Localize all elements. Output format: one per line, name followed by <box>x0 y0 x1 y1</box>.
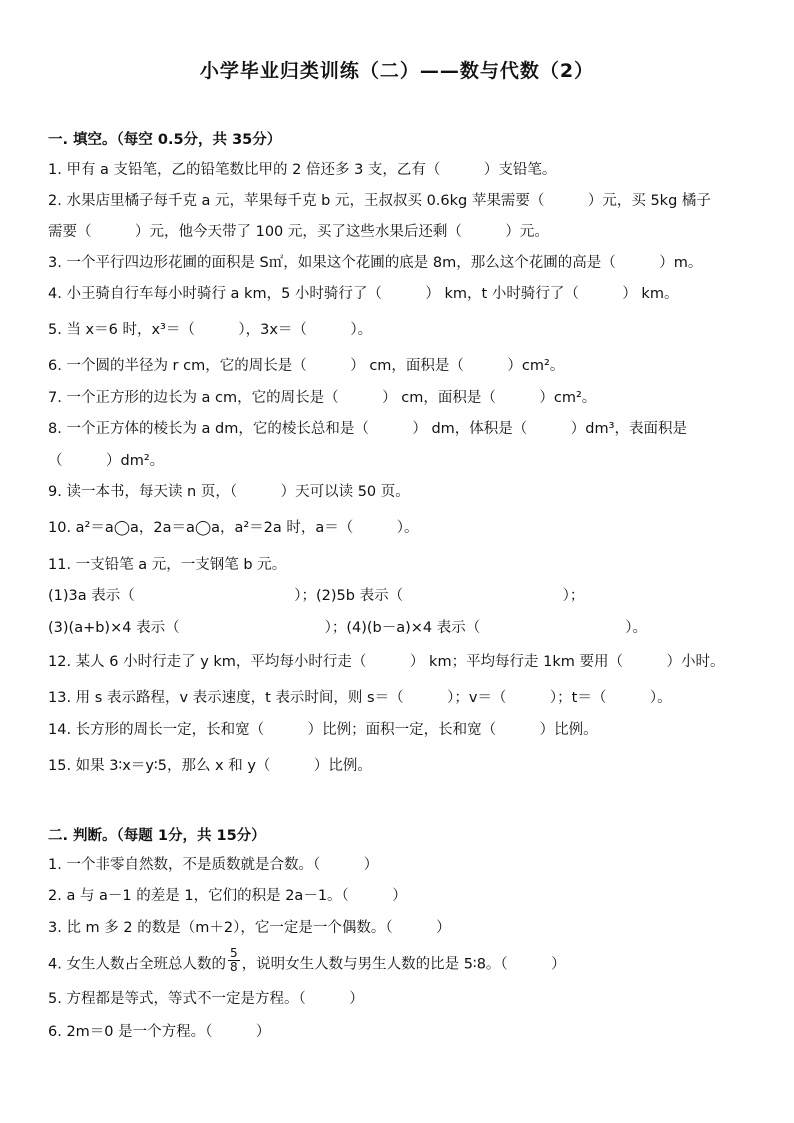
fill-question-2-line-1: 2. 水果店里橘子每千克 a 元，苹果每千克 b 元，王叔叔买 0.6kg 苹果需要（ ）元，买 5kg 橘子 <box>48 193 711 209</box>
fill-question-11-part-1-2: (1)3a 表示（ ）；(2)5b 表示（ ）； <box>48 588 585 604</box>
fraction-five-eighths <box>228 947 240 974</box>
judge-question-6: 6. 2m＝0 是一个方程。（ ） <box>48 1024 271 1040</box>
fill-question-8-line-2: （ ）dm²。 <box>48 453 165 469</box>
page-title: 小学毕业归类训练（二）——数与代数（2） <box>199 60 595 82</box>
judge-question-3: 3. 比 m 多 2 的数是（m＋2），它一定是一个偶数。（ ） <box>48 920 451 936</box>
fill-question-4: 4. 小王骑自行车每小时骑行 a km，5 小时骑行了（ ） km，t 小时骑行了（ ） km。 <box>48 286 679 302</box>
fill-question-2-line-2: 需要（ ）元，他今天带了 100 元，买了这些水果后还剩（ ）元。 <box>48 224 549 240</box>
fill-question-10: 10. a²＝a◯a，2a＝a◯a，a²＝2a 时，a＝（ ）。 <box>48 520 419 536</box>
judge-question-1: 1. 一个非零自然数，不是质数就是合数。（ ） <box>48 857 379 873</box>
fraction-numerator: 5 <box>229 946 238 960</box>
fill-question-8-line-1: 8. 一个正方体的棱长为 a dm，它的棱长总和是（ ） dm，体积是（ ）dm³，表面积是 <box>48 421 687 437</box>
judge-question-4-text-before: 4. 女生人数占全班总人数的 <box>48 956 226 973</box>
fill-question-7: 7. 一个正方形的边长为 a cm，它的周长是（ ） cm，面积是（ ）cm²。 <box>48 390 597 406</box>
section-1-heading: 一. 填空。（每空 0.5分，共 35分） <box>48 132 282 148</box>
fill-question-14: 14. 长方形的周长一定，长和宽（ ）比例；面积一定，长和宽（ ）比例。 <box>48 722 598 738</box>
fill-question-6: 6. 一个圆的半径为 r cm，它的周长是（ ） cm，面积是（ ）cm²。 <box>48 358 565 374</box>
fill-question-13: 13. 用 s 表示路程，v 表示速度，t 表示时间，则 s＝（ ）；v＝（ ）；t＝（ ）。 <box>48 690 672 706</box>
judge-question-4-text-after: ，说明女生人数与男生人数的比是 5∶8。（ ） <box>241 956 566 973</box>
fraction-denominator: 8 <box>229 960 238 974</box>
judge-question-5: 5. 方程都是等式，等式不一定是方程。（ ） <box>48 991 364 1007</box>
fill-question-9: 9. 读一本书，每天读 n 页，（ ）天可以读 50 页。 <box>48 484 410 500</box>
fill-question-12: 12. 某人 6 小时行走了 y km，平均每小时行走（ ） km；平均每行走 1km 要用（ ）小时。 <box>48 654 725 670</box>
fill-question-15: 15. 如果 3∶x＝y∶5，那么 x 和 y（ ）比例。 <box>48 758 372 774</box>
judge-question-4 <box>48 946 566 978</box>
fill-question-1: 1. 甲有 a 支铅笔，乙的铅笔数比甲的 2 倍还多 3 支，乙有（ ）支铅笔。 <box>48 162 557 178</box>
fill-question-11-part-3-4: (3)(a+b)×4 表示（ ）；(4)(b－a)×4 表示（ ）。 <box>48 620 648 636</box>
fill-question-3: 3. 一个平行四边形花圃的面积是 S㎡，如果这个花圃的底是 8m，那么这个花圃的高是（ ）m。 <box>48 255 703 271</box>
fill-question-11: 11. 一支铅笔 a 元，一支钢笔 b 元。 <box>48 557 287 573</box>
judge-question-2: 2. a 与 a－1 的差是 1，它们的积是 2a－1。（ ） <box>48 888 407 904</box>
section-2-heading: 二. 判断。（每题 1分，共 15分） <box>48 828 266 844</box>
fill-question-5: 5. 当 x＝6 时，x³＝（ ），3x＝（ ）。 <box>48 322 373 338</box>
